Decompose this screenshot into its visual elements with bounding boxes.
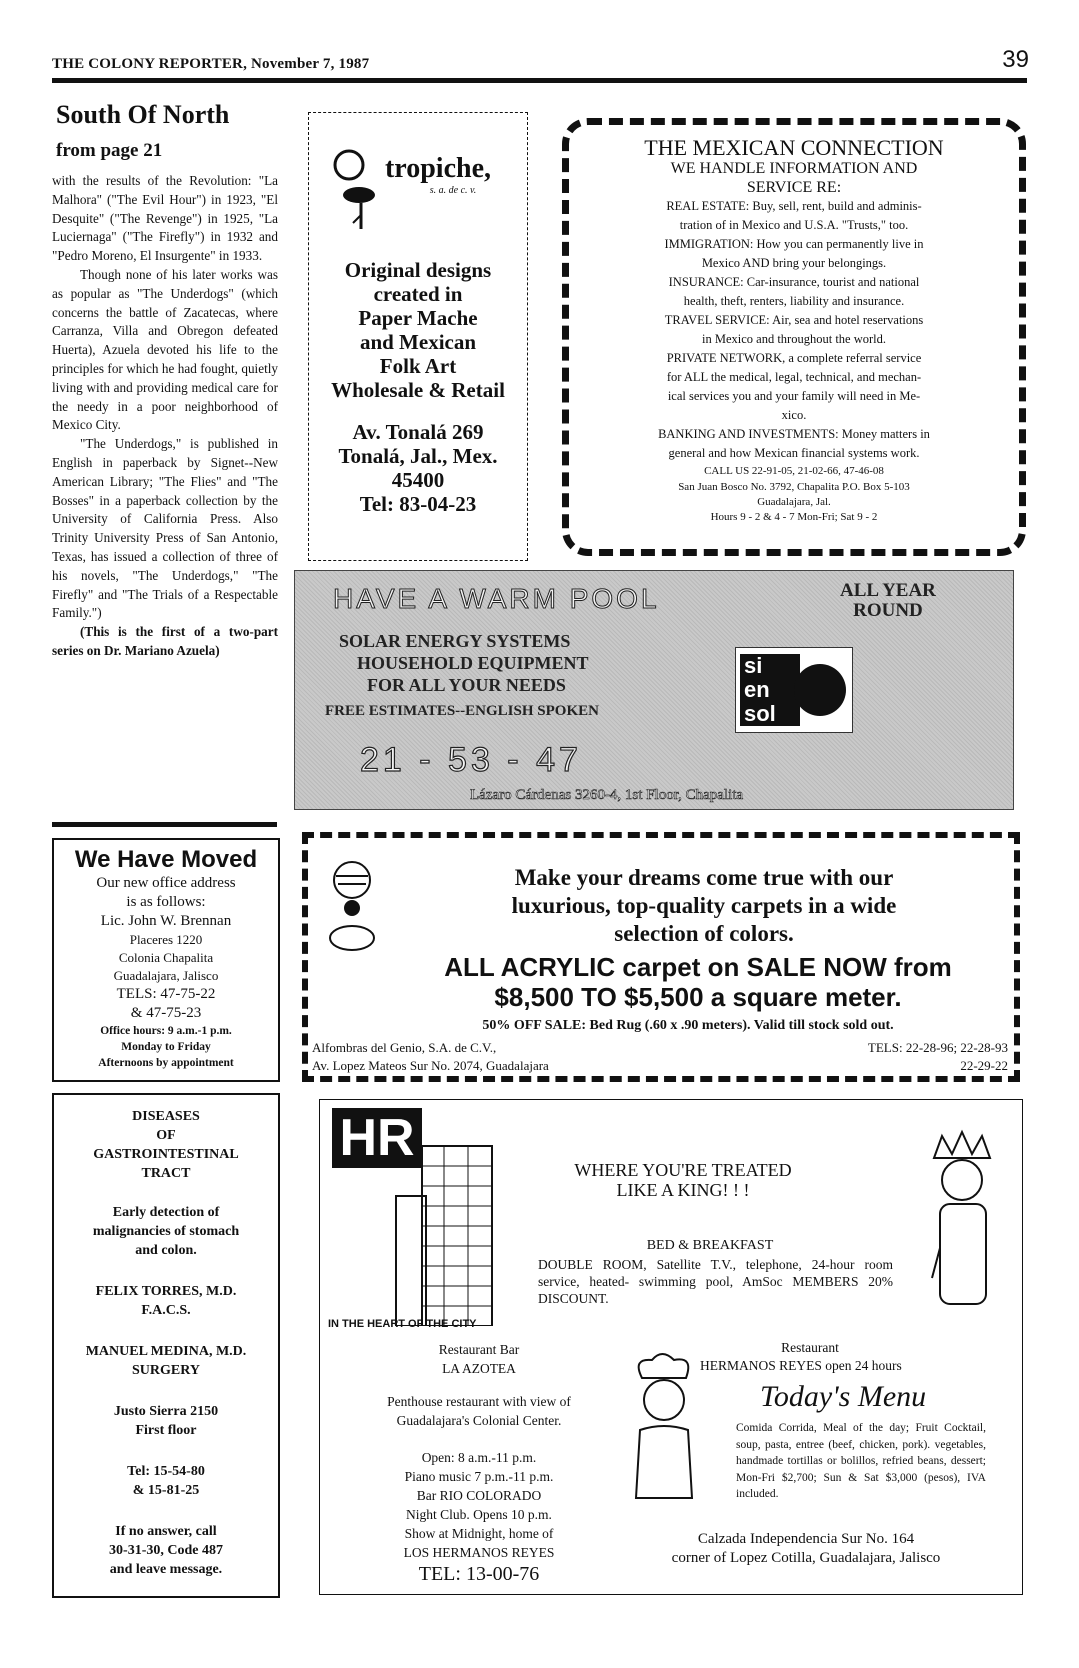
sinsol-logo [735,647,853,733]
moved-hours: Afternoons by appointment [98,1057,234,1069]
dis-doctor: F.A.C.S. [141,1303,191,1318]
article-paragraph: "The Underdogs," is published in English in paperback by Signet--New American Library; "The Flies" and "The Bosses" in a paperback collection by the University of California Press. Also Trinity University Press of San Antonio, Texas, has issued a collection of three of his novels, "The Underdogs," "The Firefly" and "The Trials of a Respectable Family.") [52,436,278,621]
tropiche-suffix: s. a. de c. v. [429,185,477,196]
moved-tel: TELS: 47-75-22 [116,986,216,1002]
carpet-headline-line: selection of colors. [614,921,794,946]
carpet-sale-line: ALL ACRYLIC carpet on SALE NOW from [444,952,952,982]
diseases-ad [52,1093,280,1598]
mex-line: in Mexico and throughout the world. [702,332,886,346]
dis-early: malignancies of stomach [92,1224,240,1239]
dis-early: Early detection of [112,1205,220,1220]
hours-line: Bar RIO COLORADO [416,1488,542,1503]
hours-line: LOS HERMANOS REYES [403,1545,555,1560]
moved-hours: Office hours: 9 a.m.-1 p.m. [100,1025,232,1037]
carpet-company: Alfombras del Genio, S.A. de C.V., [312,1040,497,1055]
tropiche-line: Folk Art [379,354,457,378]
mex-call: CALL US 22-91-05, 21-02-66, 47-46-08 [704,465,884,477]
king-icon [920,1128,1000,1328]
mex-line: ical services you and your family will need in Me- [667,389,921,403]
mex-line: INSURANCE: Car-insurance, tourist and national [668,275,920,289]
hours-line: Open: 8 a.m.-11 p.m. [421,1450,537,1465]
tropiche-address: Tel: 83-04-23 [359,492,477,516]
article-body [52,172,278,661]
carpet-tels: 22-29-22 [960,1058,1008,1073]
restaurant-label: Restaurant [781,1340,839,1355]
article-paragraph: Though none of his later works was as popular as "The Underdogs" (which concerns the battle of Zacatecas, where Carranza, Villa and Obregon defeated Huerta), Azuela devoted his life to the principles for which he had fought, quietly living with and providing medical care for the needy in a poor neighborhood of Mexico City. [52,266,278,433]
article-paragraph: (This is the first of a two-part series on Dr. Mariano Azuela) [52,624,278,658]
penthouse-line: Guadalajara's Colonial Center. [396,1413,562,1428]
sun-icon [790,652,850,728]
carpet-headline [464,864,944,948]
header-rule [52,78,1027,83]
dis-doctor: SURGERY [132,1363,200,1378]
mex-line: tration of in Mexico and U.S.A. "Trusts," too. [679,218,909,232]
sinsol-logo-text: en [740,678,800,702]
tropiche-address: Av. Tonalá 269 [352,420,484,444]
menu-text: Comida Corrida, Meal of the day; Fruit Cocktail, soup, pasta, entree (beef, chicken, pork). vegetables, handmade tortillas or bolillos, refried beans, dessert; Mon-Fri $2,700; Sun & Sat $3,000 (pesos), IVA included. [736,1422,986,1500]
hotel-ad [319,1099,1023,1595]
mex-hours: Hours 9 - 2 & 4 - 7 Mon-Fri; Sat 9 - 2 [710,511,878,523]
carpet-ad [302,832,1020,1082]
moved-address: Placeres 1220 [129,932,203,947]
bnb-title: BED & BREAKFAST [646,1238,774,1253]
article-paragraph: with the results of the Revolution: "La Malhora" ("The Evil Hour") in 1923, "El Desquite" ("The Revenge") in 1925, "La Luciernaga" ("The Firefly") in 1932 and "Pedro Moreno, El Insurgente" in 1933. [52,173,278,264]
dis-note: and leave message. [109,1562,223,1577]
dis-title: TRACT [141,1166,191,1181]
mex-line: Mexico AND bring your belongings. [701,256,887,270]
pool-address: Lázaro Cárdenas 3260-4, 1st Floor, Chapalita [470,787,744,803]
rest-bar-line: Restaurant Bar [438,1342,520,1357]
tropiche-line: Wholesale & Retail [331,378,505,402]
pool-headline: HAVE A WARM POOL [333,583,660,614]
moved-line: Our new office address [96,875,236,891]
mex-line: PRIVATE NETWORK, a complete referral service [666,351,922,365]
mex-line: general and how Mexican financial systems work. [668,446,920,460]
dis-doctor: MANUEL MEDINA, M.D. [85,1344,247,1359]
pool-line: FOR ALL YOUR NEEDS [367,675,566,695]
carpet-sale [378,952,1018,1012]
dis-note: If no answer, call [115,1524,217,1539]
hr-logo: HR [332,1108,422,1168]
moved-title: We Have Moved [74,846,258,873]
pool-line: HOUSEHOLD EQUIPMENT [357,653,589,673]
tropiche-ad [308,112,528,561]
tropiche-line: and Mexican [359,330,477,354]
sinsol-logo-text: sol [740,702,800,726]
mex-subtitle: WE HANDLE INFORMATION AND [670,160,918,177]
carpet-offer: 50% OFF SALE: Bed Rug (.60 x .90 meters). Valid till stock sold out. [482,1018,894,1033]
hotel-building-icon [392,1136,512,1326]
dis-note: 30-31-30, Code 487 [109,1543,223,1558]
mex-line: TRAVEL SERVICE: Air, sea and hotel reservations [664,313,924,327]
menu-title: Today's Menu [760,1380,927,1413]
mex-line: xico. [781,408,807,422]
tropiche-brand: tropiche, [384,153,492,184]
mex-title: THE MEXICAN CONNECTION [644,135,944,160]
dis-title: OF [156,1128,176,1143]
moved-line: Lic. John W. Brennan [100,913,232,929]
article-rule [52,822,277,827]
page-number: 39 [1002,46,1029,73]
hours-line: Piano music 7 p.m.-11 p.m. [404,1469,554,1484]
hotel-slogan [548,1160,818,1200]
tropiche-line: Original designs [344,258,492,282]
tropiche-address: Tonalá, Jal., Mex. [338,444,498,468]
mex-line: IMMIGRATION: How you can permanently live in [664,237,924,251]
hours-line: Show at Midnight, home of [404,1526,554,1541]
moved-ad [52,838,280,1082]
pool-phone: 21 - 53 - 47 [360,741,582,779]
hotel-slogan-line: LIKE A KING! ! ! [616,1180,750,1200]
mex-line: health, theft, renters, liability and insurance. [683,294,905,308]
mex-line: BANKING AND INVESTMENTS: Money matters in [658,427,930,441]
moved-address: Colonia Chapalita [118,950,214,965]
article-subtitle: from page 21 [56,140,163,161]
moved-address: Guadalajara, Jalisco [113,968,219,983]
carpet-headline-line: Make your dreams come true with our [514,865,894,890]
chef-icon [622,1348,712,1518]
hotel-slogan-line: WHERE YOU'RE TREATED [574,1160,792,1180]
warm-pool-ad [294,570,1014,810]
hotel-tagline: IN THE HEART OF THE CITY [328,1318,477,1330]
tropiche-address: 45400 [391,468,445,492]
hotel-address-line: Calzada Independencia Sur No. 164 [697,1531,915,1547]
article-title: South Of North [56,100,230,129]
mexican-connection-ad [562,118,1026,556]
carpet-headline-line: luxurious, top-quality carpets in a wide [511,893,897,918]
pool-line: SOLAR ENERGY SYSTEMS [339,631,571,651]
pool-line: FREE ESTIMATES--ENGLISH SPOKEN [325,703,599,719]
carpet-sale-line: $8,500 TO $5,500 a square meter. [494,982,902,1012]
mex-line: REAL ESTATE: Buy, sell, rent, build and adminis- [666,199,922,213]
dis-title: GASTROINTESTINAL [93,1147,239,1162]
rest-bar-line: LA AZOTEA [442,1361,516,1376]
hotel-address-line: corner of Lopez Cotilla, Guadalajara, Jalisco [671,1550,941,1566]
publication-header: THE COLONY REPORTER, November 7, 1987 [52,56,370,72]
dis-title: DISEASES [132,1109,200,1124]
tropiche-line: created in [373,282,463,306]
hotel-tel: TEL: 13-00-76 [418,1563,540,1585]
carpet-tels: TELS: 22-28-96; 22-28-93 [867,1040,1008,1055]
mex-subtitle: SERVICE RE: [746,179,842,196]
moved-tel: & 47-75-23 [130,1005,202,1021]
pool-all-year-line: ALL YEAR [840,580,936,601]
dis-tel: Tel: 15-54-80 [127,1464,205,1479]
penthouse-line: Penthouse restaurant with view of [387,1394,571,1409]
hours-line: Night Club. Opens 10 p.m. [406,1507,552,1522]
pool-all-year [840,581,936,621]
sinsol-logo-text: si [740,654,800,678]
pool-all-year-line: ROUND [853,600,923,621]
moved-line: is as follows: [126,894,206,910]
tropiche-line: Paper Mache [358,306,478,330]
dis-address: Justo Sierra 2150 [113,1404,219,1419]
moved-hours: Monday to Friday [121,1041,211,1053]
bnb-text: DOUBLE ROOM, Satellite T.V., telephone, 24-hour room service, heated- swimming pool, AmSoc MEMBERS 20% DISCOUNT. [538,1257,893,1306]
mex-line: for ALL the medical, legal, technical, and mechan- [666,370,922,384]
mex-address: Guadalajara, Jal. [757,496,831,508]
dis-doctor: FELIX TORRES, M.D. [95,1284,237,1299]
hotel-address [616,1530,996,1568]
restaurant-name: HERMANOS REYES open 24 hours [700,1358,902,1373]
dis-early: and colon. [135,1243,197,1258]
rest-bar [354,1340,604,1586]
carpet-street: Av. Lopez Mateos Sur No. 2074, Guadalajara [312,1058,549,1073]
genie-icon [322,858,382,958]
dis-tel: & 15-81-25 [132,1483,200,1498]
mex-address: San Juan Bosco No. 3792, Chapalita P.O. Box 5-103 [678,481,910,493]
dis-address: First floor [135,1423,197,1438]
flamingo-icon [329,143,389,233]
